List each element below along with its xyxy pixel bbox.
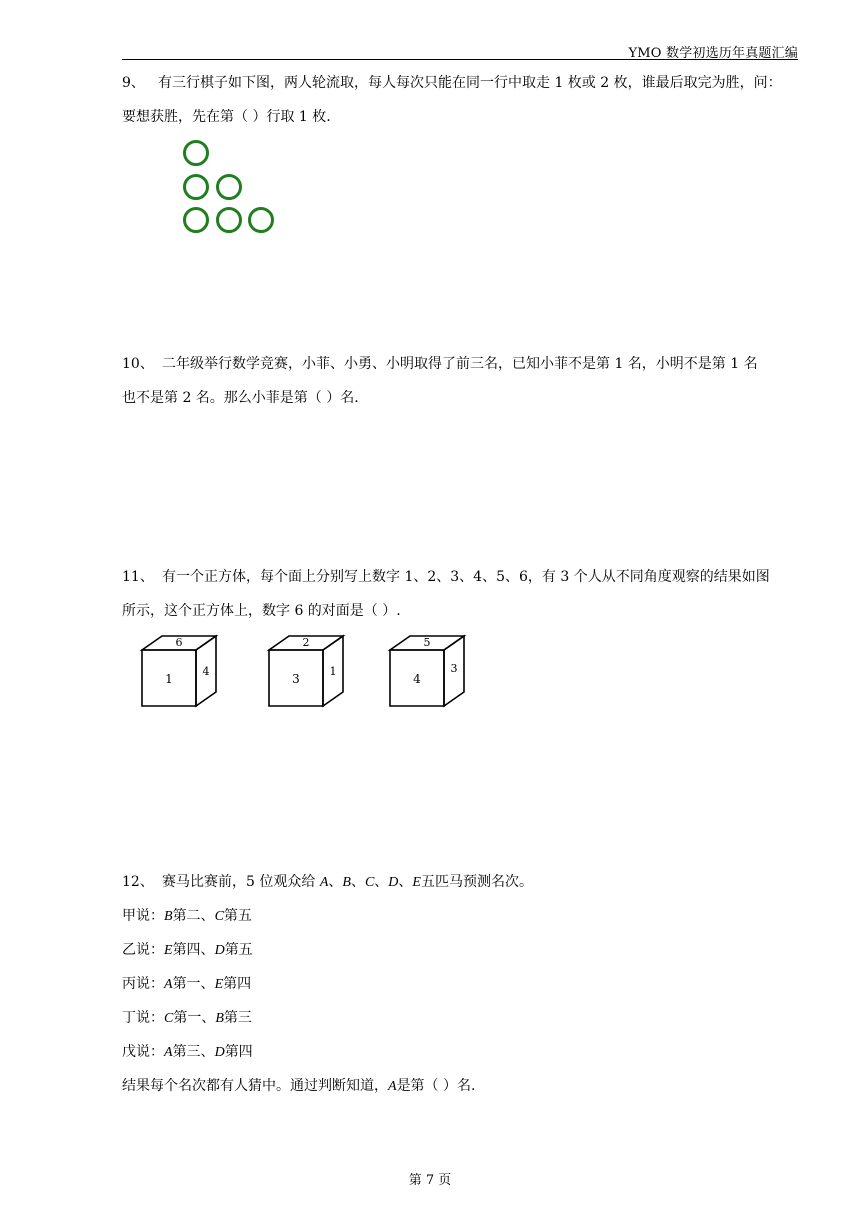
cube-1-top-label: 6 xyxy=(175,636,183,649)
stone-row3-2 xyxy=(216,207,242,233)
guess-horse: A xyxy=(164,977,173,992)
q12-line-intro xyxy=(122,871,533,891)
guess-speaker: 丁说： xyxy=(122,1010,164,1026)
page-number: 第 7 页 xyxy=(408,1173,452,1188)
horse-e: E xyxy=(412,875,421,890)
header-title: YMO 数学初选历年真题汇编 xyxy=(628,46,798,61)
guess-horse: A xyxy=(164,1045,173,1060)
guess-line xyxy=(122,905,252,925)
guess-horse: C xyxy=(214,909,224,924)
cube-2-front-label: 3 xyxy=(292,672,300,686)
stone-row3-3 xyxy=(248,207,274,233)
separator: 、 xyxy=(398,874,413,890)
guess-line xyxy=(122,973,251,993)
guess-horse: D xyxy=(214,943,225,958)
guess-horse: D xyxy=(214,1045,225,1060)
q9-number: 9、 xyxy=(122,75,145,91)
horse-b: B xyxy=(342,875,351,890)
q11-number: 11、 xyxy=(122,569,154,585)
q9-line-2: 要想获胜，先在第（ ）行取 1 枚. xyxy=(122,109,331,125)
q11-line-2: 所示，这个正方体上，数字 6 的对面是（ ）. xyxy=(122,603,401,619)
q9-line-1 xyxy=(122,72,782,92)
separator: 、 xyxy=(374,874,389,890)
guess-speaker: 甲说： xyxy=(122,908,164,924)
separator: 、 xyxy=(350,874,365,890)
q11-line-1 xyxy=(122,566,770,586)
q12-conclusion-post: 是第（ ）名. xyxy=(396,1078,476,1094)
guess-speaker: 戊说： xyxy=(122,1044,164,1060)
cube-2-side-label: 1 xyxy=(329,665,337,678)
guess-line xyxy=(122,939,253,959)
guess-rank: 第三 xyxy=(223,1010,252,1026)
guess-rank: 第四、 xyxy=(172,942,215,958)
cube-view-1 xyxy=(142,636,216,706)
guess-rank: 第四 xyxy=(223,976,252,992)
guess-line xyxy=(122,1007,252,1027)
q9-text-1: 有三行棋子如下图，两人轮流取，每人每次只能在同一行中取走 1 枚或 2 枚，谁最后取完为胜，问： xyxy=(158,75,782,91)
q12-conclusion-horse: A xyxy=(388,1079,397,1094)
guess-horse: E xyxy=(214,977,224,992)
guess-rank: 第四 xyxy=(224,1044,253,1060)
q10-text-1: 二年级举行数学竞赛，小菲、小勇、小明取得了前三名，已知小菲不是第 1 名，小明不是第 1 名 xyxy=(162,356,758,372)
guess-rank: 第五 xyxy=(223,908,252,924)
cube-1-front-label: 1 xyxy=(165,672,173,686)
q12-intro-post: 五匹马预测名次。 xyxy=(420,874,533,890)
cube-2-top-label: 2 xyxy=(302,636,310,649)
stone-row1-1 xyxy=(183,140,209,166)
guess-rank: 第五 xyxy=(224,942,253,958)
guess-rank: 第一、 xyxy=(173,1010,216,1026)
horse-c: C xyxy=(364,875,375,890)
separator: 、 xyxy=(328,874,343,890)
guess-speaker: 乙说： xyxy=(122,942,164,958)
horse-d: D xyxy=(388,875,399,890)
stone-triangle-figure xyxy=(180,138,280,234)
q12-conclusion xyxy=(122,1075,475,1095)
q10-number: 10、 xyxy=(122,356,154,372)
cube-1-side-label: 4 xyxy=(202,665,210,678)
guess-rank: 第二、 xyxy=(172,908,215,924)
horse-a: A xyxy=(319,875,329,890)
q11-text-1: 有一个正方体，每个面上分别写上数字 1、2、3、4、5、6，有 3 个人从不同角度观察的结果如图 xyxy=(162,569,770,585)
q12-intro-pre: 赛马比赛前，5 位观众给 xyxy=(162,874,320,890)
stone-row2-1 xyxy=(183,174,209,200)
guess-horse: C xyxy=(164,1011,174,1026)
q12-conclusion-pre: 结果每个名次都有人猜中。通过判断知道， xyxy=(122,1078,388,1094)
guess-line xyxy=(122,1041,253,1061)
cube-view-3 xyxy=(390,636,464,706)
q10-line-2: 也不是第 2 名。那么小菲是第（ ）名. xyxy=(122,390,359,406)
cube-3-top-label: 5 xyxy=(423,636,431,649)
stone-row3-1 xyxy=(183,207,209,233)
q12-number: 12、 xyxy=(122,874,154,890)
guess-horse: B xyxy=(215,1011,224,1026)
cube-3-front-label: 4 xyxy=(413,672,421,686)
guess-horse: B xyxy=(164,909,173,924)
guess-rank: 第一、 xyxy=(172,976,215,992)
cube-view-2 xyxy=(269,636,343,706)
stone-row2-2 xyxy=(216,174,242,200)
guess-horse: E xyxy=(164,943,173,958)
guess-speaker: 丙说： xyxy=(122,976,164,992)
cube-views-figure xyxy=(138,632,478,712)
header-rule xyxy=(122,59,798,60)
q10-line-1 xyxy=(122,353,758,373)
guess-rank: 第三、 xyxy=(172,1044,215,1060)
cube-3-side-label: 3 xyxy=(450,662,458,675)
